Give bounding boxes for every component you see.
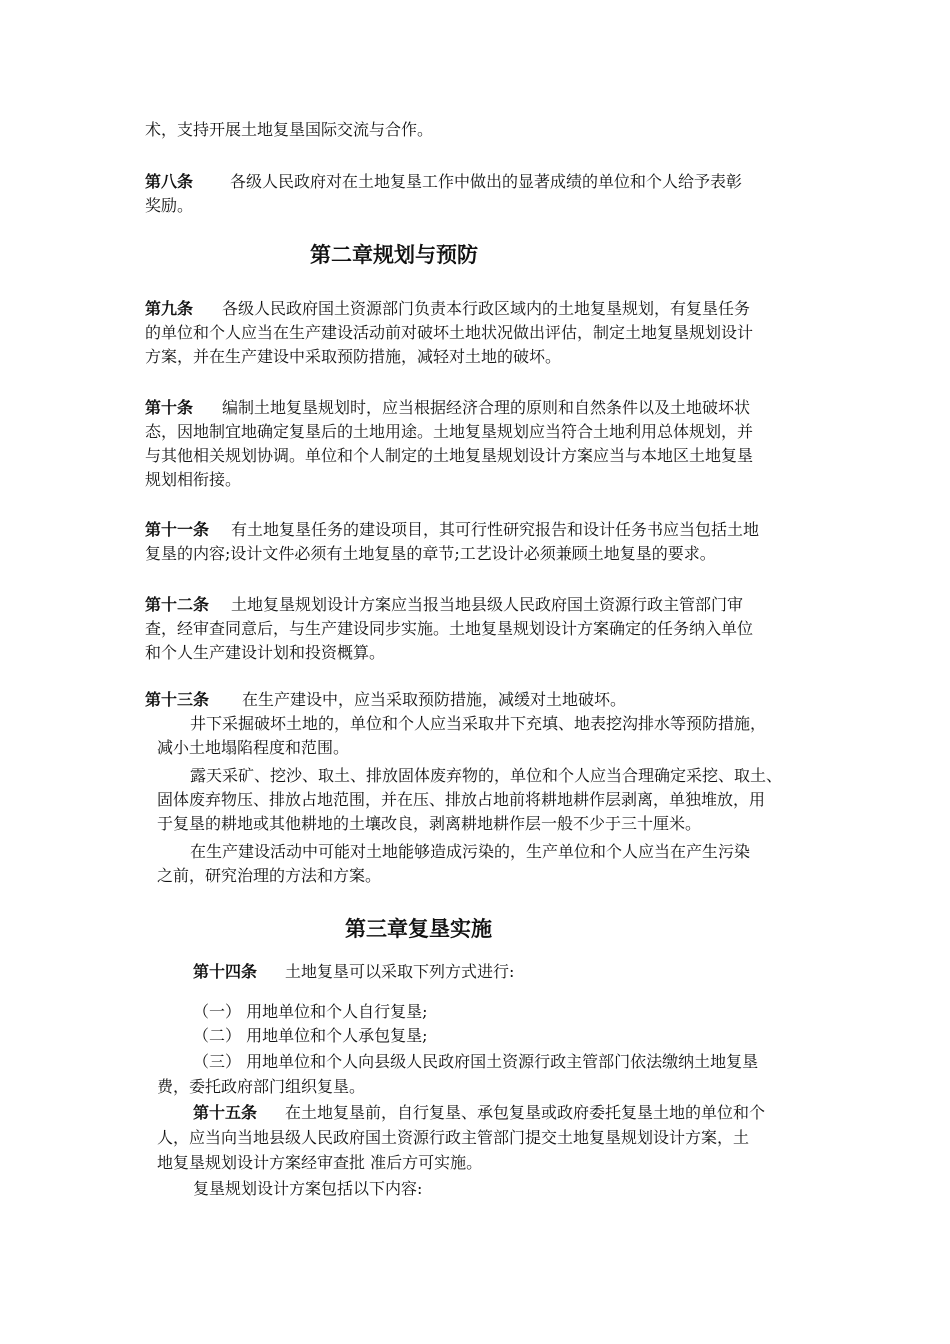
article-text: 在生产建设中，应当采取预防措施，减缓对土地破坏。 bbox=[242, 690, 627, 709]
article-14-line-1 bbox=[193, 960, 514, 984]
article-label: 第八条 bbox=[145, 172, 194, 191]
article-label: 第十条 bbox=[145, 398, 194, 417]
list-item: （三） 用地单位和个人向县级人民政府国土资源行政主管部门依法缴纳土地复垦 bbox=[193, 1052, 759, 1071]
article-9-line-1 bbox=[145, 297, 750, 321]
article-11-line-1 bbox=[145, 518, 759, 542]
article-9-line-2: 的单位和个人应当在生产建设活动前对破坏土地状况做出评估，制定土地复垦规划设计 bbox=[145, 323, 754, 342]
article-text: 有土地复垦任务的建设项目，其可行性研究报告和设计任务书应当包括土地 bbox=[231, 520, 760, 539]
article-15-line-3: 地复垦规划设计方案经审查批 准后方可实施。 bbox=[157, 1153, 483, 1172]
article-label: 第九条 bbox=[145, 299, 194, 318]
article-text: 各级人民政府国土资源部门负责本行政区域内的土地复垦规划，有复垦任务 bbox=[222, 299, 751, 318]
article-10-line-4: 规划相衔接。 bbox=[145, 470, 242, 489]
article-12-line-3: 和个人生产建设计划和投资概算。 bbox=[145, 643, 386, 662]
list-item: （二） 用地单位和个人承包复垦; bbox=[193, 1026, 428, 1045]
article-13-paragraph-line: 之前，研究治理的方法和方案。 bbox=[157, 866, 382, 885]
article-label: 第十五条 bbox=[193, 1103, 258, 1122]
article-label: 第十三条 bbox=[145, 690, 210, 709]
article-8-line-2: 奖励。 bbox=[145, 196, 194, 215]
chapter-heading: 第二章规划与预防 bbox=[310, 243, 478, 267]
list-item: （一） 用地单位和个人自行复垦; bbox=[193, 1002, 428, 1021]
article-15-line-1 bbox=[193, 1101, 765, 1125]
article-label: 第十二条 bbox=[145, 595, 210, 614]
article-10-line-1 bbox=[145, 396, 750, 420]
article-11-line-2: 复垦的内容;设计文件必须有土地复垦的章节;工艺设计必须兼顾土地复垦的要求。 bbox=[145, 544, 716, 563]
article-text: 编制土地复垦规划时，应当根据经济合理的原则和自然条件以及土地破坏状 bbox=[222, 398, 751, 417]
article-label: 第十四条 bbox=[193, 962, 258, 981]
article-15-line-2: 人，应当向当地县级人民政府国土资源行政主管部门提交土地复垦规划设计方案，土 bbox=[157, 1128, 750, 1147]
article-label: 第十一条 bbox=[145, 520, 210, 539]
article-text: 土地复垦规划设计方案应当报当地县级人民政府国土资源行政主管部门审 bbox=[231, 595, 744, 614]
article-12-line-2: 查，经审查同意后，与生产建设同步实施。土地复垦规划设计方案确定的任务纳入单位 bbox=[145, 619, 754, 638]
article-15-line-4: 复垦规划设计方案包括以下内容: bbox=[193, 1179, 423, 1198]
article-12-line-1 bbox=[145, 593, 743, 617]
article-9-line-3: 方案，并在生产建设中采取预防措施，减轻对土地的破坏。 bbox=[145, 347, 562, 366]
paragraph-line: 术，支持开展土地复垦国际交流与合作。 bbox=[145, 120, 434, 139]
article-text: 土地复垦可以采取下列方式进行: bbox=[285, 962, 515, 981]
article-8-line-1 bbox=[145, 170, 742, 194]
article-13-paragraph-line: 露天采矿、挖沙、取土、排放固体废弃物的，单位和个人应当合理确定采挖、取土、 bbox=[190, 766, 783, 785]
article-13-paragraph-line: 井下采掘破坏土地的，单位和个人应当采取井下充填、地表挖沟排水等预防措施， bbox=[190, 714, 767, 733]
article-13-paragraph-line: 减小土地塌陷程度和范围。 bbox=[157, 738, 350, 757]
list-item-continued: 费，委托政府部门组织复垦。 bbox=[157, 1077, 366, 1096]
article-text: 在土地复垦前，自行复垦、承包复垦或政府委托复垦土地的单位和个 bbox=[285, 1103, 766, 1122]
article-13-line-1 bbox=[145, 688, 626, 712]
article-text: 各级人民政府对在土地复垦工作中做出的显著成绩的单位和个人给予表彰 bbox=[230, 172, 743, 191]
article-13-paragraph-line: 固体废弃物压、排放占地范围，并在压、排放占地前将耕地耕作层剥离，单独堆放，用 bbox=[157, 790, 766, 809]
article-10-line-2: 态，因地制宜地确定复垦后的土地用途。土地复垦规划应当符合土地利用总体规划，并 bbox=[145, 422, 754, 441]
chapter-heading: 第三章复垦实施 bbox=[345, 917, 492, 941]
article-13-paragraph-line: 于复垦的耕地或其他耕地的土壤改良，剥离耕地耕作层一般不少于三十厘米。 bbox=[157, 814, 702, 833]
article-10-line-3: 与其他相关规划协调。单位和个人制定的土地复垦规划设计方案应当与本地区土地复垦 bbox=[145, 446, 754, 465]
article-13-paragraph-line: 在生产建设活动中可能对土地能够造成污染的，生产单位和个人应当在产生污染 bbox=[190, 842, 751, 861]
